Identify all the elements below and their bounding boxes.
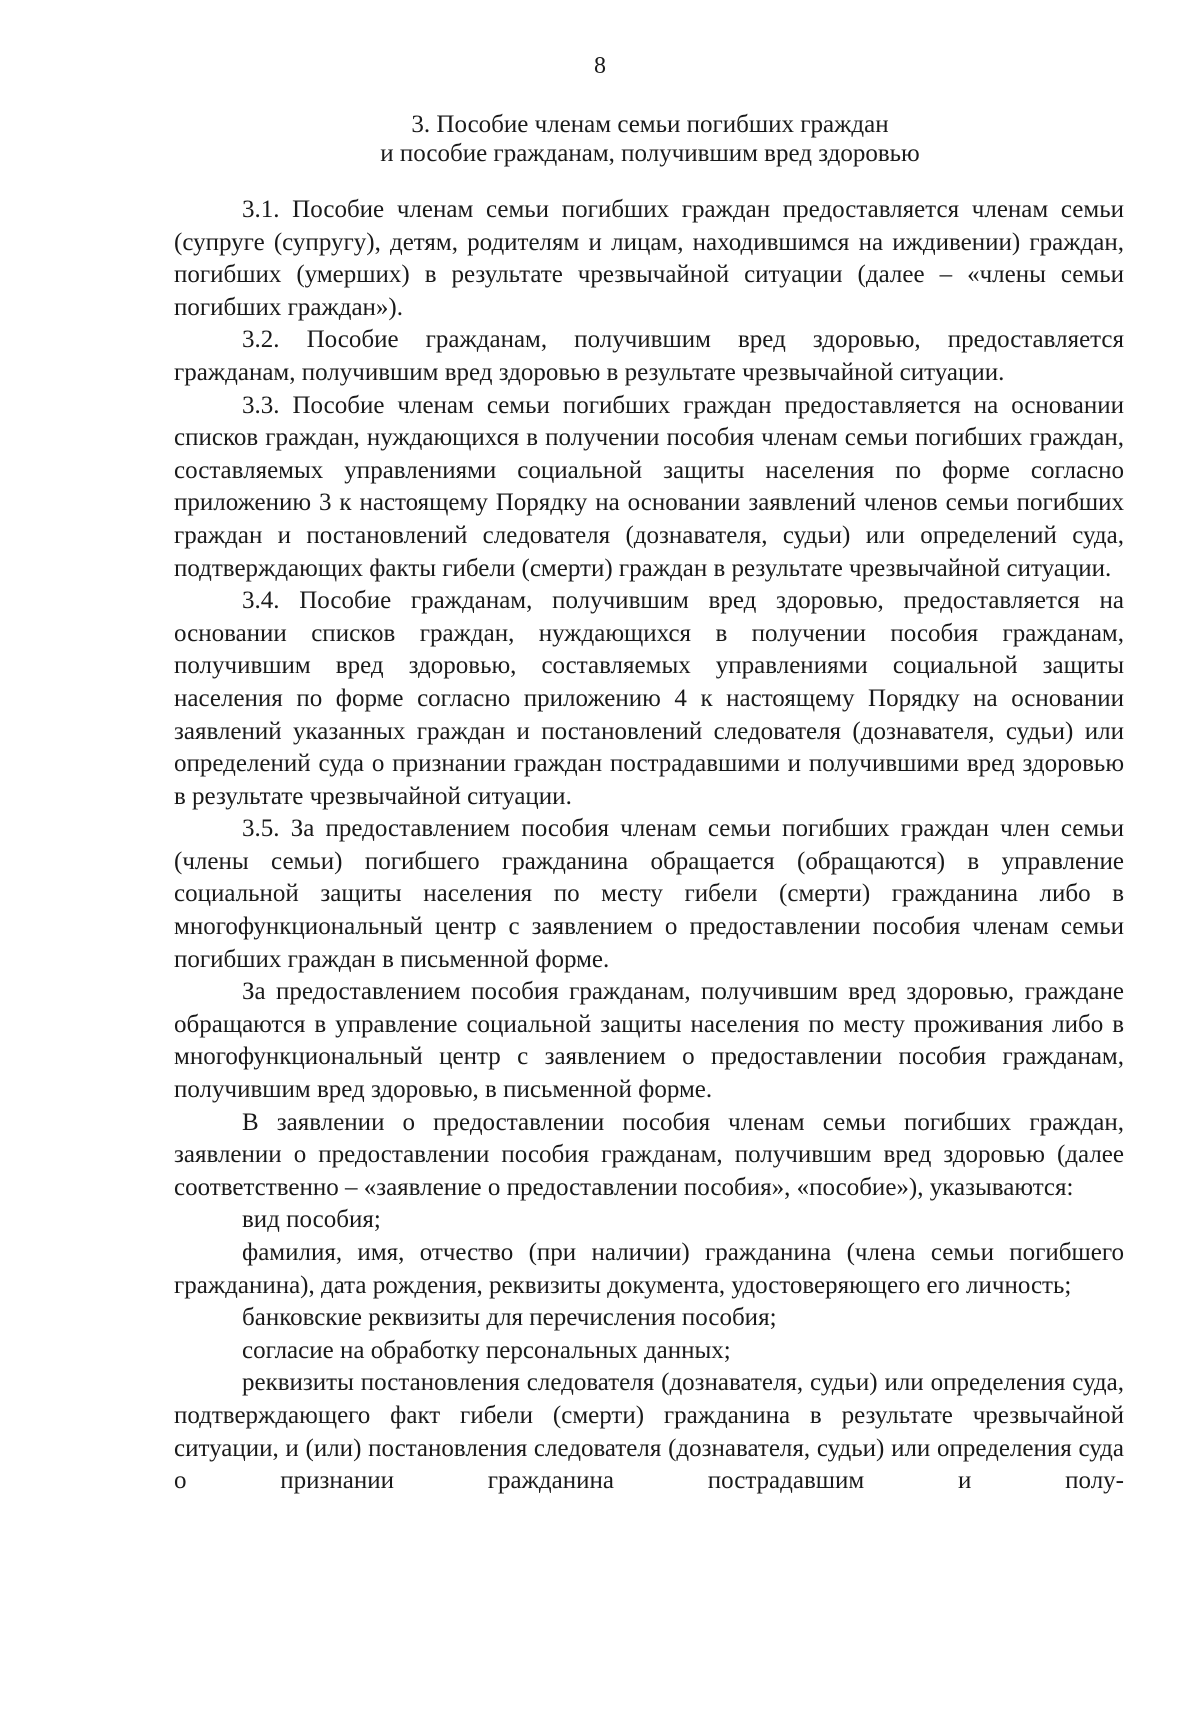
- list-item-benefit-type: вид пособия;: [242, 1206, 381, 1234]
- list-item-resolution-details: реквизиты постановления следователя (дознавателя, судьи) или определения суда, подтверждающего факт гибели (смерти) гражданина в результате чрезвычайной ситуации, и (или) постановления следователя (дознавателя, судьи) или определения суда о признании гражданина пострадавшим и полу-: [174, 1369, 1124, 1495]
- paragraph-3-1: 3.1. Пособие членам семьи погибших граждан предоставляется членам семьи (супруге (супругу), детям, родителям и лицам, находившимся на иждивении) граждан, погибших (умерших) в результате чрезвычайной ситуации (далее – «члены семьи погибших граждан»).: [174, 196, 1124, 321]
- paragraph-application-contents: В заявлении о предоставлении пособия членам семьи погибших граждан, заявлении о предоставлении пособия гражданам, получившим вред здоровью (далее соответственно – «заявление о предоставлении пособия», «пособие»), указываются:: [174, 1108, 1124, 1201]
- list-item-personal-details: фамилия, имя, отчество (при наличии) гражданина (члена семьи погибшего гражданина), дата рождения, реквизиты документа, удостоверяющего его личность;: [174, 1239, 1124, 1299]
- list-item-bank-details: банковские реквизиты для перечисления пособия;: [242, 1304, 777, 1332]
- section-heading-line-1: 3. Пособие членам семьи погибших граждан: [411, 111, 889, 138]
- list-item-data-consent: согласие на обработку персональных данных;: [242, 1336, 731, 1364]
- section-heading-line-2: и пособие гражданам, получившим вред здоровью: [380, 140, 920, 167]
- paragraph-3-3: 3.3. Пособие членам семьи погибших граждан предоставляется на основании списков граждан, нуждающихся в получении пособия членам семьи погибших граждан, составляемых управлениями социальной защиты населения по форме согласно приложению 3 к настоящему Порядку на основании заявлений членов семьи погибших граждан и постановлений следователя (дознавателя, судьи) или определений суда, подтверждающих факты гибели (смерти) граждан в результате чрезвычайной ситуации.: [174, 391, 1124, 582]
- document-body: [174, 194, 1124, 1498]
- section-heading: [180, 110, 1120, 168]
- page-number: 8: [594, 53, 606, 79]
- paragraph-3-5-health: За предоставлением пособия гражданам, получившим вред здоровью, граждане обращаются в управление социальной защиты населения по месту проживания либо в многофункциональный центр с заявлением о предоставлении пособия гражданам, получившим вред здоровью, в письменной форме.: [174, 978, 1124, 1104]
- paragraph-3-5: 3.5. За предоставлением пособия членам семьи погибших граждан член семьи (члены семьи) погибшего гражданина обращается (обращаются) в управление социальной защиты населения по месту гибели (смерти) гражданина либо в многофункциональный центр с заявлением о предоставлении пособия членам семьи погибших граждан в письменной форме.: [174, 815, 1124, 973]
- paragraph-3-2: 3.2. Пособие гражданам, получившим вред здоровью, предоставляется гражданам, получившим вред здоровью в результате чрезвычайной ситуации.: [174, 326, 1124, 386]
- paragraph-3-4: 3.4. Пособие гражданам, получившим вред здоровью, предоставляется на основании списков граждан, нуждающихся в получении пособия гражданам, получившим вред здоровью, составляемых управлениями социальной защиты населения по форме согласно приложению 4 к настоящему Порядку на основании заявлений указанных граждан и постановлений следователя (дознавателя, судьи) или определений суда о признании граждан пострадавшими и получившими вред здоровью в результате чрезвычайной ситуации.: [174, 587, 1124, 810]
